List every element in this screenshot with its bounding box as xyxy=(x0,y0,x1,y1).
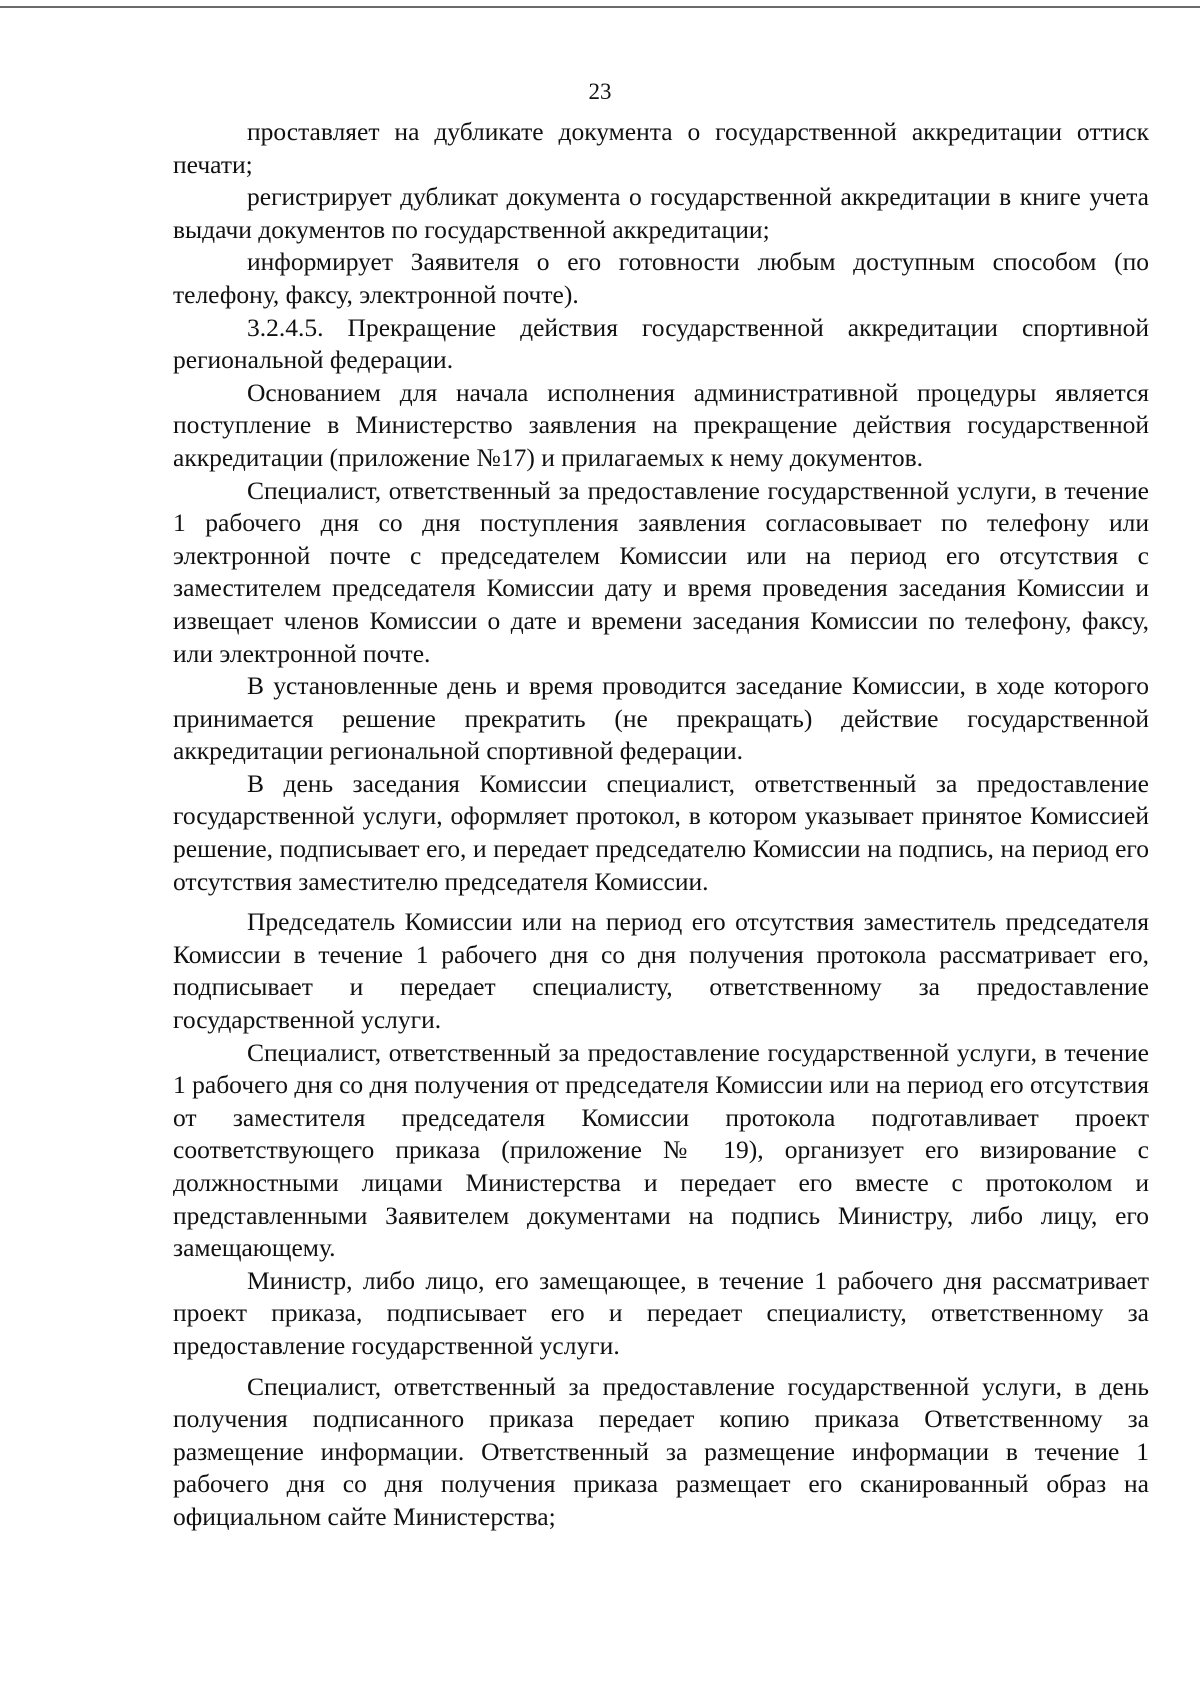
paragraph: информирует Заявителя о его готовности любым доступным способом (по телефону, факсу, электронной почте). xyxy=(173,247,1149,309)
document-body xyxy=(173,116,1149,1534)
paragraph: Специалист, ответственный за предоставление государственной услуги, в день получения подписанного приказа передает копию приказа Ответственному за размещение информации. Ответственный за размещение информации в течение 1 рабочего дня со дня получения приказа размещает его сканированный образ на официальном сайте Министерства; xyxy=(173,1371,1149,1531)
paragraph: Основанием для начала исполнения административной процедуры является поступление в Министерство заявления на прекращение действия государственной аккредитации (приложение №17) и прилагаемых к нему документов. xyxy=(173,377,1149,472)
paragraph: Специалист, ответственный за предоставление государственной услуги, в течение 1 рабочего дня со дня получения от председателя Комиссии или на период его отсутствия от заместителя председателя Комиссии протокола подготавливает проект соответствующего приказа (приложение № 19), организует его визирование с должностными лицами Министерства и передает его вместе с протоколом и представленными Заявителем документами на подпись Министру, либо лицу, его замещающему. xyxy=(173,1037,1149,1263)
paragraph: проставляет на дубликате документа о государственной аккредитации оттиск печати; xyxy=(173,117,1149,179)
section-heading: 3.2.4.5. Прекращение действия государственной аккредитации спортивной региональной федерации. xyxy=(173,312,1149,375)
page-number: 23 xyxy=(588,79,612,104)
paragraph: Председатель Комиссии или на период его отсутствия заместитель председателя Комиссии в течение 1 рабочего дня со дня получения протокола рассматривает его, подписывает и передает специалисту, ответственному за предоставление государственной услуги. xyxy=(173,907,1149,1035)
paragraph: В день заседания Комиссии специалист, ответственный за предоставление государственной услуги, оформляет протокол, в котором указывает принятое Комиссией решение, подписывает его, и передает председателю Комиссии на подпись, на период его отсутствия заместителю председателя Комиссии. xyxy=(173,768,1149,896)
paragraph: регистрирует дубликат документа о государственной аккредитации в книге учета выдачи документов по государственной аккредитации; xyxy=(173,182,1149,244)
scan-top-rule xyxy=(0,6,1200,8)
paragraph: Специалист, ответственный за предоставление государственной услуги, в течение 1 рабочего дня со дня поступления заявления согласовывает по телефону или электронной почте с председателем Комиссии или на период его отсутствия с заместителем председателя Комиссии дату и время проведения заседания Комиссии и извещает членов Комиссии о дате и времени заседания Комиссии по телефону, факсу, или электронной почте. xyxy=(173,475,1149,668)
paragraph: Министр, либо лицо, его замещающее, в течение 1 рабочего дня рассматривает проект приказа, подписывает его и передает специалисту, ответственному за предоставление государственной услуги. xyxy=(173,1265,1149,1360)
paragraph: В установленные день и время проводится заседание Комиссии, в ходе которого принимается решение прекратить (не прекращать) действие государственной аккредитации региональной спортивной федерации. xyxy=(173,671,1149,766)
